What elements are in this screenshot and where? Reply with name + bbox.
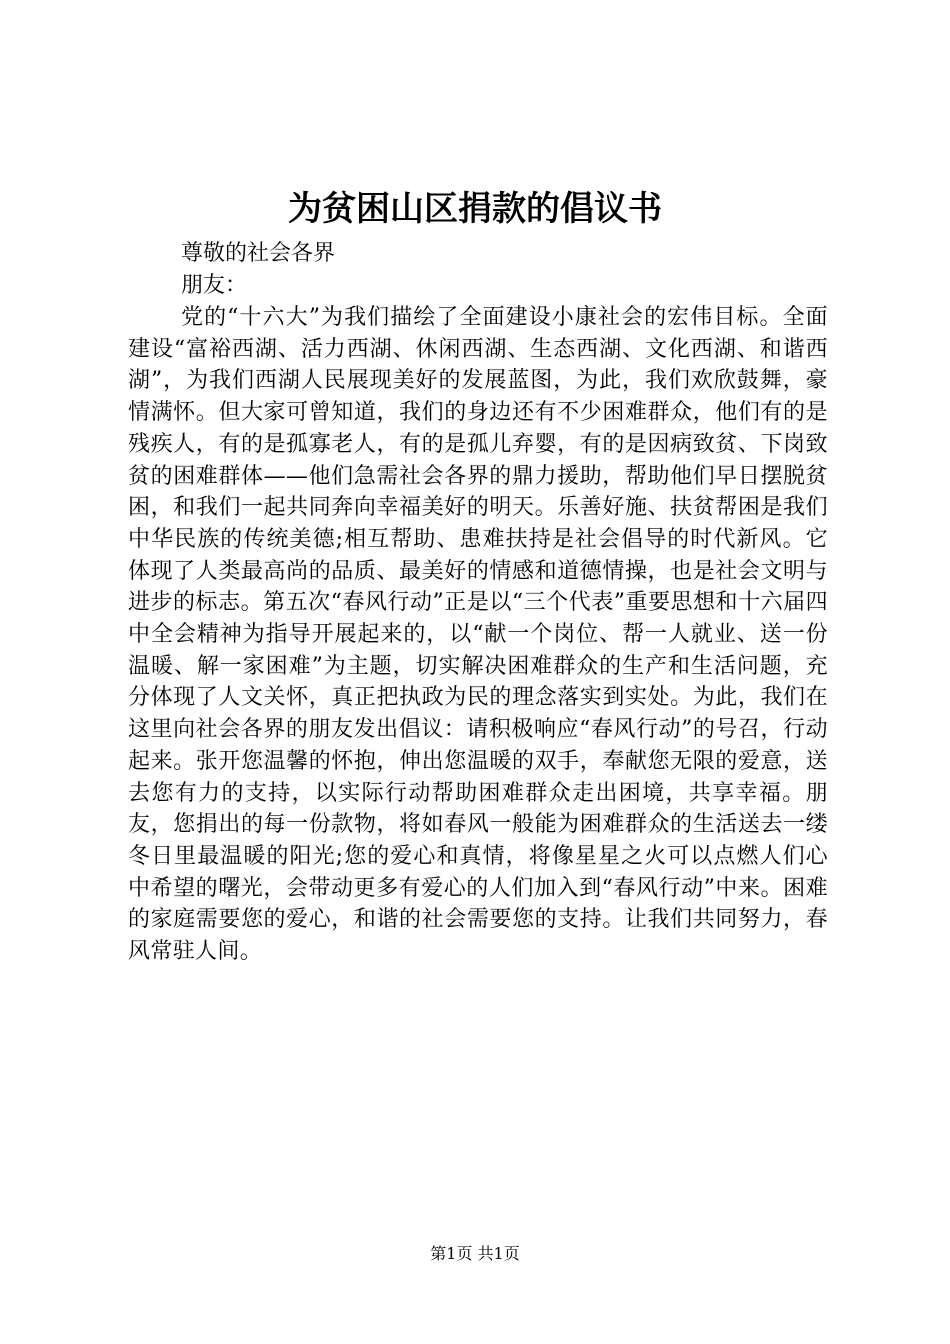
salutation-line-1: 尊敬的社会各界 [181,241,336,266]
salutation-line-2: 朋友： [181,273,248,298]
page-footer: 第1页 共1页 [430,1244,520,1263]
document-title: 为贫困山区捐款的倡议书 [288,189,662,229]
document-body [128,238,828,968]
body-paragraph: 党的“十六大”为我们描绘了全面建设小康社会的宏伟目标。全面建设“富裕西湖、活力西湖、休闲西湖、生态西湖、文化西湖、和谐西湖”，为我们西湖人民展现美好的发展蓝图，为此，我们欢欣鼓舞，豪情满怀。但大家可曾知道，我们的身边还有不少困难群众，他们有的是残疾人，有的是孤寡老人，有的是孤儿弃婴，有的是因病致贫、下岗致贫的困难群体——他们急需社会各界的鼎力援助，帮助他们早日摆脱贫困，和我们一起共同奔向幸福美好的明天。乐善好施、扶贫帮困是我们中华民族的传统美德;相互帮助、患难扶持是社会倡导的时代新风。它体现了人类最高尚的品质、最美好的情感和道德情操，也是社会文明与进步的标志。第五次“春风行动”正是以“三个代表”重要思想和十六届四中全会精神为指导开展起来的，以“献一个岗位、帮一人就业、送一份温暖、解一家困难”为主题，切实解决困难群众的生产和生活问题，充分体现了人文关怀，真正把执政为民的理念落实到实处。为此，我们在这里向社会各界的朋友发出倡议：请积极响应“春风行动”的号召，行动起来。张开您温馨的怀抱，伸出您温暖的双手，奉献您无限的爱意，送去您有力的支持，以实际行动帮助困难群众走出困境，共享幸福。朋友，您捐出的每一份款物，将如春风一般能为困难群众的生活送去一缕冬日里最温暖的阳光;您的爱心和真情，将像星星之火可以点燃人们心中希望的曙光，会带动更多有爱心的人们加入到“春风行动”中来。困难的家庭需要您的爱心，和谐的社会需要您的支持。让我们共同努力，春风常驻人间。 [128,305,828,965]
